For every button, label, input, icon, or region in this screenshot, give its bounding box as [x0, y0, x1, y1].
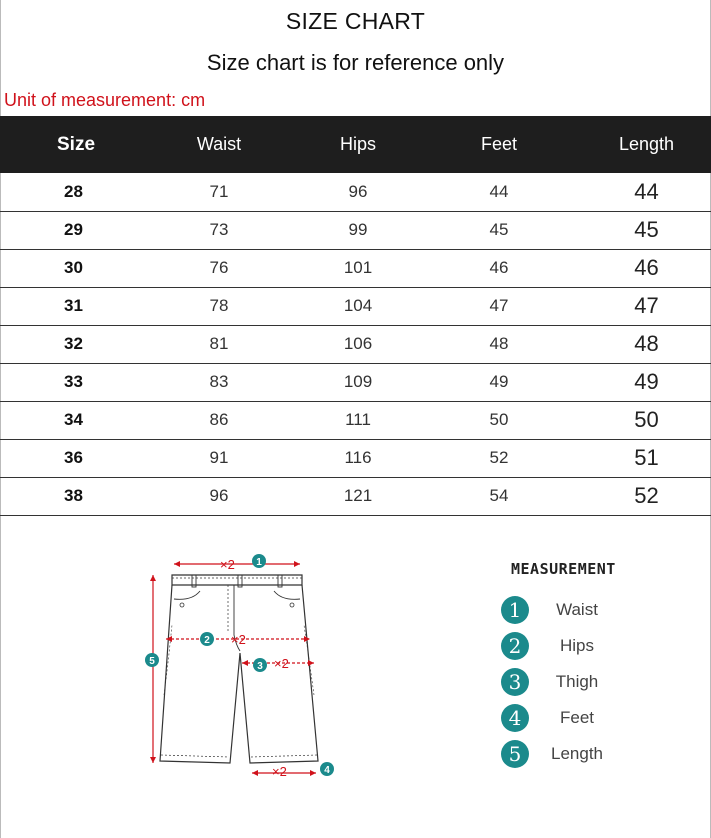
cell-feet: 50: [416, 401, 582, 439]
page-title: SIZE CHART: [285, 8, 426, 34]
hips-x2-mark: ×2: [231, 632, 246, 647]
header-feet: Feet: [480, 134, 518, 154]
header-hips: Hips: [339, 134, 376, 154]
cell-length: 52: [582, 477, 711, 515]
legend-label: Hips: [559, 636, 594, 655]
cell-hips: 109: [300, 363, 416, 401]
shorts-diagram: [130, 545, 350, 785]
cell-waist: 86: [138, 401, 300, 439]
cell-feet: 48: [416, 325, 582, 363]
cell-hips: 116: [300, 439, 416, 477]
cell-waist: 73: [138, 211, 300, 249]
table-row: [0, 211, 711, 249]
cell-waist: 81: [138, 325, 300, 363]
thigh-x2-mark: ×2: [274, 656, 289, 671]
table-row: [0, 325, 711, 363]
cell-waist: 78: [138, 287, 300, 325]
cell-waist: 83: [138, 363, 300, 401]
page-subtitle: Size chart is for reference only: [206, 50, 505, 75]
legend-number-badge: 5: [501, 740, 529, 768]
table-row: [0, 173, 711, 211]
cell-waist: 96: [138, 477, 300, 515]
cell-size: 30: [0, 249, 138, 287]
table-row: [0, 401, 711, 439]
legend-items: [497, 592, 697, 772]
header-length: Length: [618, 134, 675, 154]
measurement-legend: [497, 560, 697, 772]
cell-waist: 76: [138, 249, 300, 287]
cell-feet: 54: [416, 477, 582, 515]
legend-item-length: [497, 736, 697, 772]
cell-hips: 99: [300, 211, 416, 249]
feet-x2-mark: ×2: [272, 764, 287, 779]
cell-hips: 121: [300, 477, 416, 515]
legend-label: Feet: [559, 708, 595, 727]
table-row: [0, 363, 711, 401]
cell-length: 46: [582, 249, 711, 287]
cell-length: 48: [582, 325, 711, 363]
cell-waist: 71: [138, 173, 300, 211]
table-header-row: [0, 116, 711, 173]
cell-size: 38: [0, 477, 138, 515]
legend-number-badge: 2: [501, 632, 529, 660]
table-row: [0, 249, 711, 287]
cell-size: 33: [0, 363, 138, 401]
header-waist: Waist: [196, 134, 242, 154]
legend-label: Waist: [556, 600, 598, 619]
cell-length: 49: [582, 363, 711, 401]
cell-size: 34: [0, 401, 138, 439]
cell-feet: 47: [416, 287, 582, 325]
cell-feet: 52: [416, 439, 582, 477]
legend-item-thigh: [497, 664, 697, 700]
legend-item-feet: [497, 700, 697, 736]
cell-length: 50: [582, 401, 711, 439]
cell-size: 29: [0, 211, 138, 249]
cell-feet: 49: [416, 363, 582, 401]
cell-feet: 46: [416, 249, 582, 287]
legend-number-badge: 4: [501, 704, 529, 732]
table-row: [0, 287, 711, 325]
cell-length: 47: [582, 287, 711, 325]
table-body: [0, 173, 711, 515]
cell-hips: 101: [300, 249, 416, 287]
cell-size: 36: [0, 439, 138, 477]
marker-2: 2: [204, 635, 210, 646]
cell-size: 32: [0, 325, 138, 363]
marker-1: 1: [256, 557, 262, 568]
cell-hips: 96: [300, 173, 416, 211]
legend-item-hips: [497, 628, 697, 664]
cell-feet: 44: [416, 173, 582, 211]
cell-size: 28: [0, 173, 138, 211]
cell-size: 31: [0, 287, 138, 325]
legend-number-badge: 3: [501, 668, 529, 696]
waist-x2-mark: ×2: [220, 557, 235, 572]
cell-hips: 104: [300, 287, 416, 325]
legend-number-badge: 1: [501, 596, 529, 624]
cell-length: 51: [582, 439, 711, 477]
cell-length: 44: [582, 173, 711, 211]
marker-5: 5: [149, 656, 155, 667]
table-row: [0, 477, 711, 515]
cell-length: 45: [582, 211, 711, 249]
cell-waist: 91: [138, 439, 300, 477]
legend-label: Length: [551, 744, 603, 763]
size-table: [0, 116, 711, 516]
marker-3: 3: [257, 661, 263, 672]
unit-note: Unit of measurement: cm: [4, 90, 206, 110]
cell-feet: 45: [416, 211, 582, 249]
marker-4: 4: [324, 765, 330, 776]
cell-hips: 106: [300, 325, 416, 363]
legend-title: MEASUREMENT: [511, 560, 616, 578]
header-size: Size: [57, 133, 96, 155]
legend-label: Thigh: [555, 672, 599, 691]
table-row: [0, 439, 711, 477]
legend-item-waist: [497, 592, 697, 628]
cell-hips: 111: [300, 401, 416, 439]
